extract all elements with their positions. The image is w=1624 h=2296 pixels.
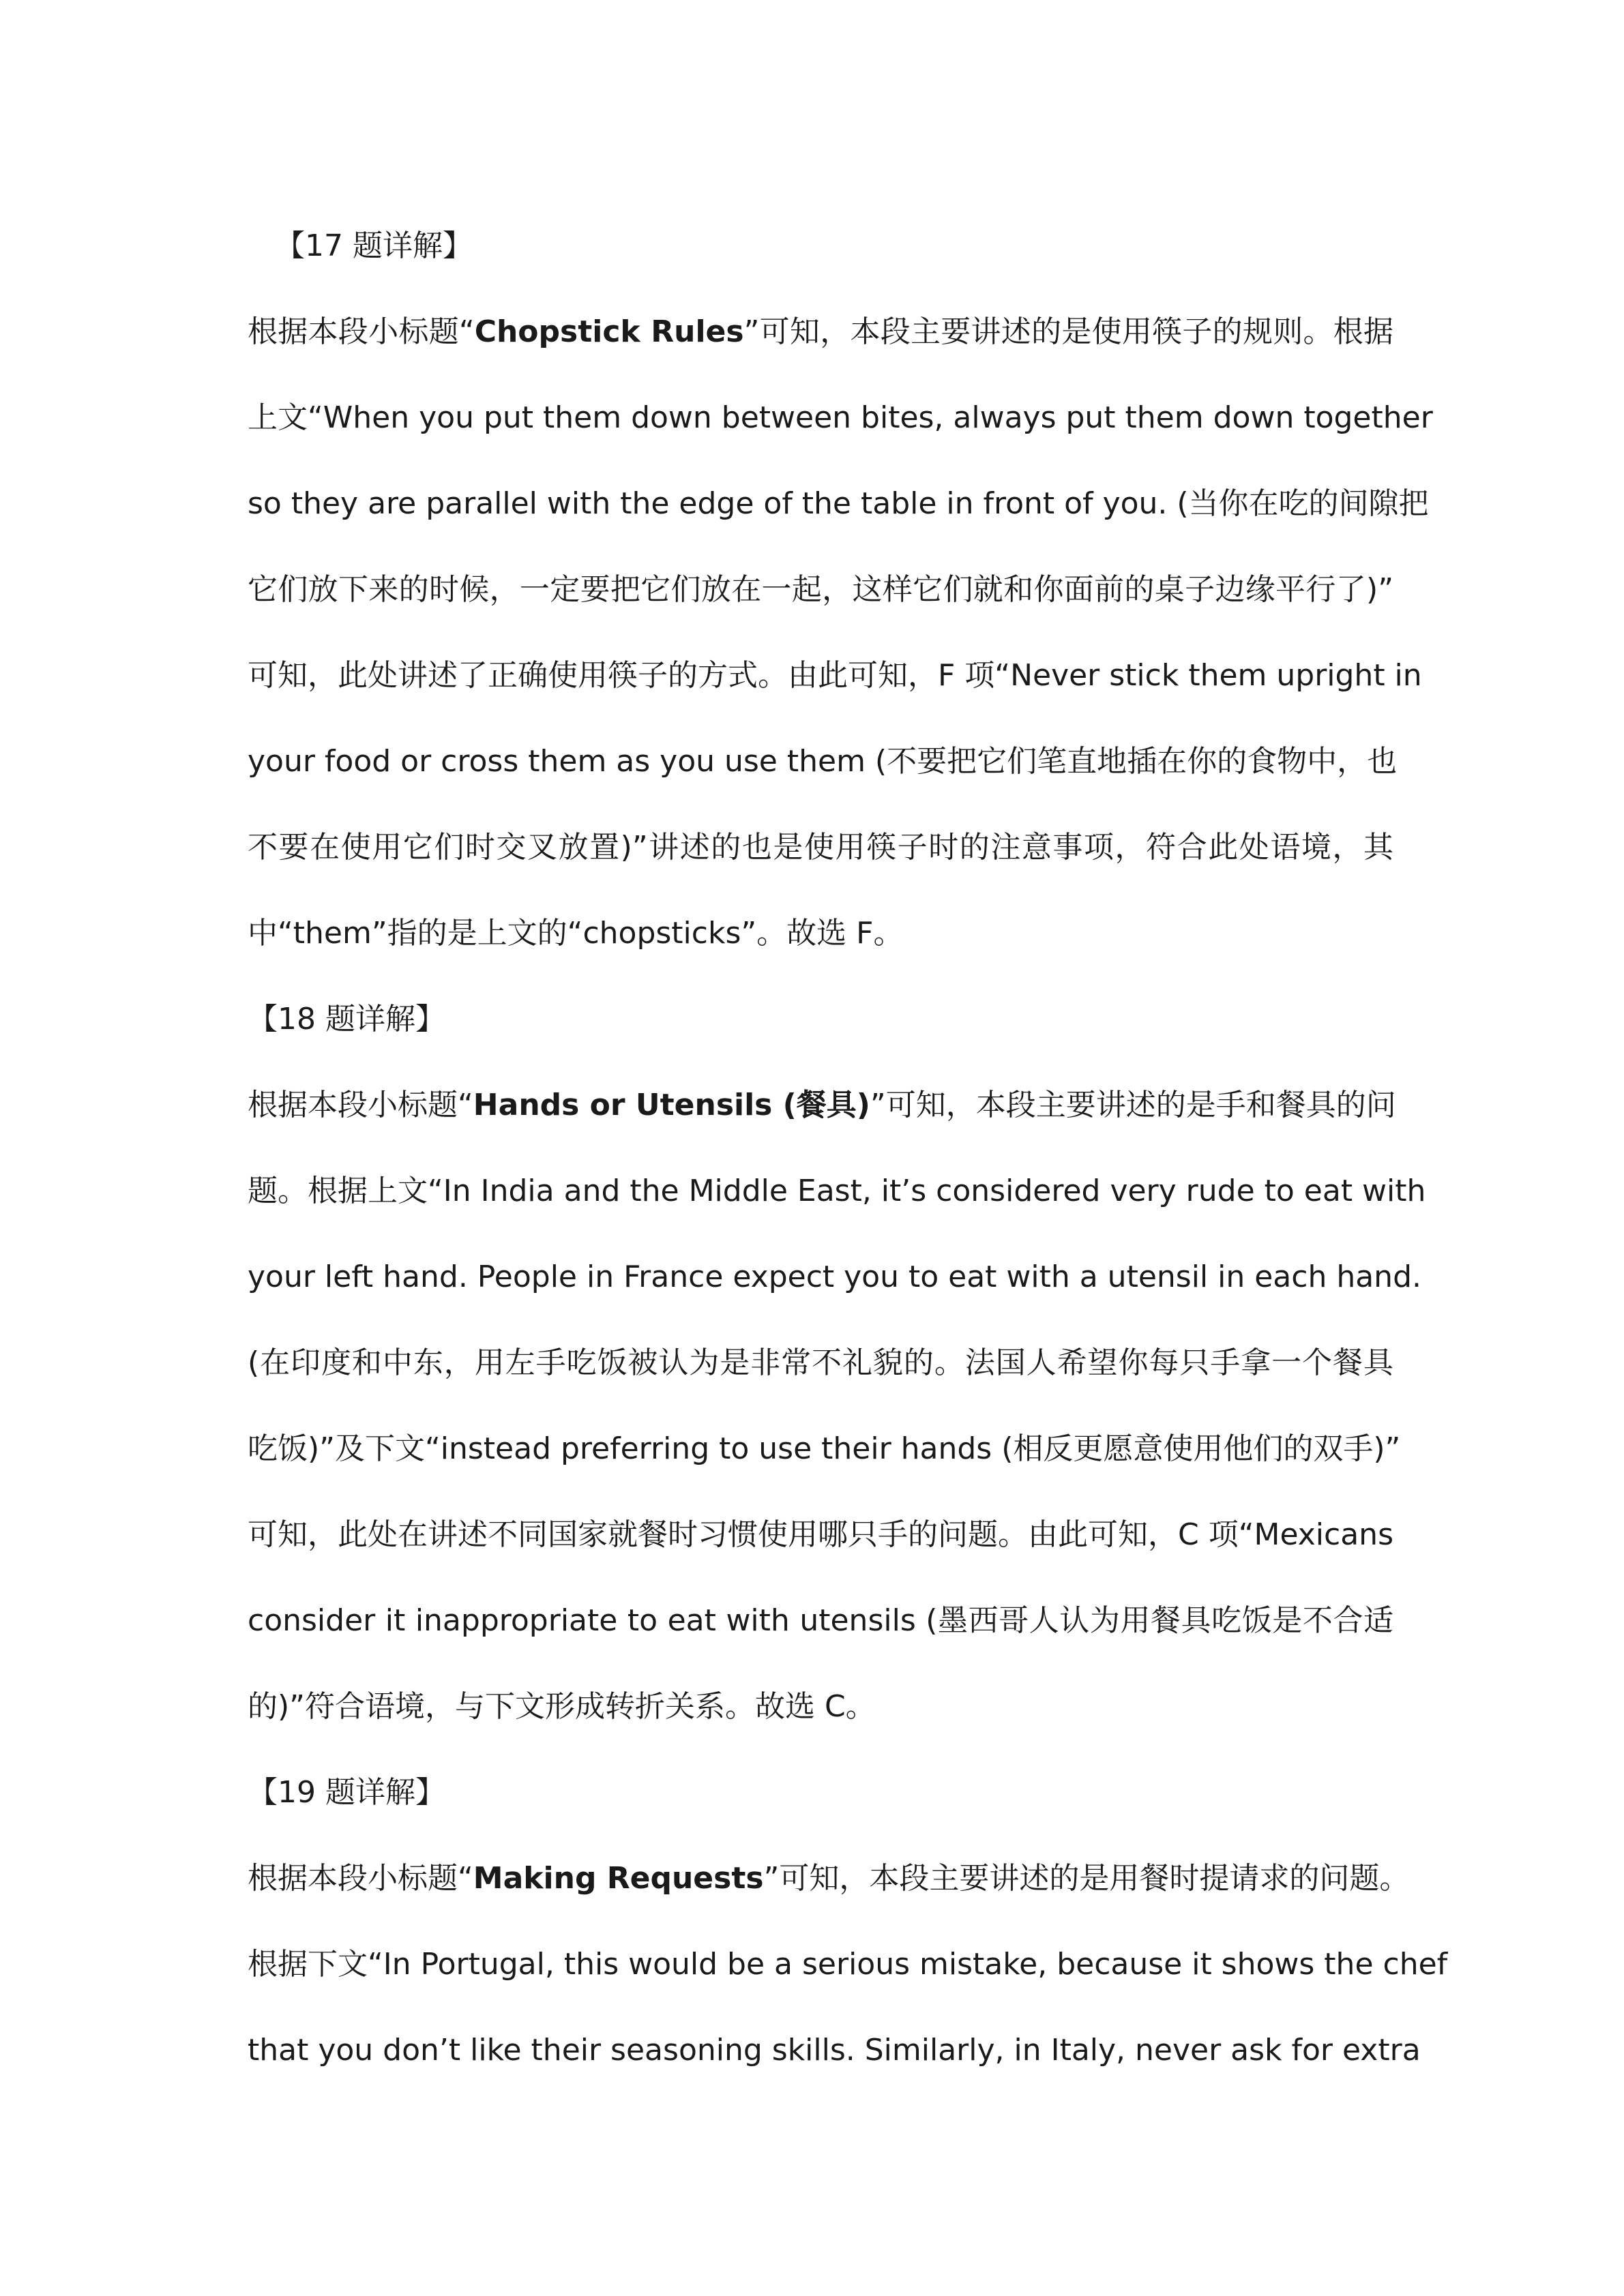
line-text: 吃饭)”及下文“instead preferring to use their hands (相反更愿意使用他们的双手)” [248, 1431, 1401, 1466]
line-text: 根据下文“In Portugal, this would be a serious mistake, because it shows the chef [248, 1947, 1448, 1982]
paragraph-line [248, 1320, 1393, 1406]
line-text: 根据本段小标题“ [248, 1088, 473, 1122]
line-text: ”可知，本段主要讲述的是用餐时提请求的问题。 [763, 1861, 1410, 1896]
line-text: 根据本段小标题“ [248, 314, 475, 349]
line-text: 的)”符合语境，与下文形成转折关系。故选 C。 [248, 1689, 876, 1724]
line-text: 题。根据上文“In India and the Middle East, it’s considered very rude to eat with [248, 1174, 1426, 1208]
line-text: (在印度和中东，用左手吃饭被认为是非常不礼貌的。法国人希望你每只手拿一个餐具 [248, 1345, 1393, 1380]
line-text: 不要在使用它们时交叉放置)”讲述的也是使用筷子时的注意事项，符合此处语境，其 [248, 830, 1393, 865]
line-text: 它们放下来的时候，一定要把它们放在一起，这样它们就和你面前的桌子边缘平行了)” [248, 572, 1393, 607]
paragraph-line [248, 1148, 1426, 1234]
line-text: 中“them”指的是上文的“chopsticks”。故选 F。 [248, 916, 904, 951]
document-body [248, 203, 1448, 2093]
subtitle-quote: Chopstick Rules [474, 314, 744, 349]
line-text: 可知，此处在讲述不同国家就餐时习惯使用哪只手的问题。由此可知，C 项“Mexicans [248, 1517, 1393, 1552]
paragraph-line [248, 1836, 1410, 1922]
paragraph-line [248, 1664, 1393, 1750]
paragraph-line [248, 1062, 1396, 1148]
line-text: your left hand. People in France expect you to eat with a utensil in each hand. [248, 1259, 1421, 1294]
line-text: 上文“When you put them down between bites, always put them down together [248, 400, 1433, 435]
section-heading: 【18 题详解】 [248, 1002, 445, 1037]
paragraph-line [248, 805, 1393, 891]
paragraph-line [248, 1578, 1393, 1664]
paragraph-line [248, 375, 1433, 461]
paragraph-line [248, 1922, 1448, 2008]
subtitle-quote: Hands or Utensils (餐具) [473, 1088, 870, 1122]
line-text: that you don’t like their seasoning skills. Similarly, in Italy, never ask for extra [248, 2033, 1421, 2068]
line-text: ”可知，本段主要讲述的是手和餐具的问 [870, 1088, 1396, 1122]
paragraph-line [248, 633, 1422, 719]
line-text: your food or cross them as you use them (不要把它们笔直地插在你的食物中，也 [248, 744, 1398, 779]
paragraph-line [248, 719, 1398, 805]
paragraph-line [248, 1234, 1421, 1320]
paragraph-line [248, 289, 1393, 375]
line-text: so they are parallel with the edge of the table in front of you. (当你在吃的间隙把 [248, 486, 1429, 521]
paragraph-line [248, 891, 1393, 976]
line-text: ”可知，本段主要讲述的是使用筷子的规则。根据 [743, 314, 1394, 349]
line-text: 根据本段小标题“ [248, 1861, 473, 1896]
paragraph-line [248, 2008, 1421, 2093]
line-text: 可知，此处讲述了正确使用筷子的方式。由此可知，F 项“Never stick them upright in [248, 658, 1422, 693]
section-heading: 【19 题详解】 [248, 1775, 445, 1810]
subtitle-quote: Making Requests [473, 1861, 764, 1896]
section-heading: 【17 题详解】 [275, 228, 473, 263]
paragraph-line [248, 547, 1393, 633]
paragraph-line [248, 1406, 1401, 1492]
line-text: consider it inappropriate to eat with utensils (墨西哥人认为用餐具吃饭是不合适 [248, 1603, 1393, 1638]
paragraph-line [248, 461, 1429, 547]
paragraph-line [248, 1492, 1393, 1578]
